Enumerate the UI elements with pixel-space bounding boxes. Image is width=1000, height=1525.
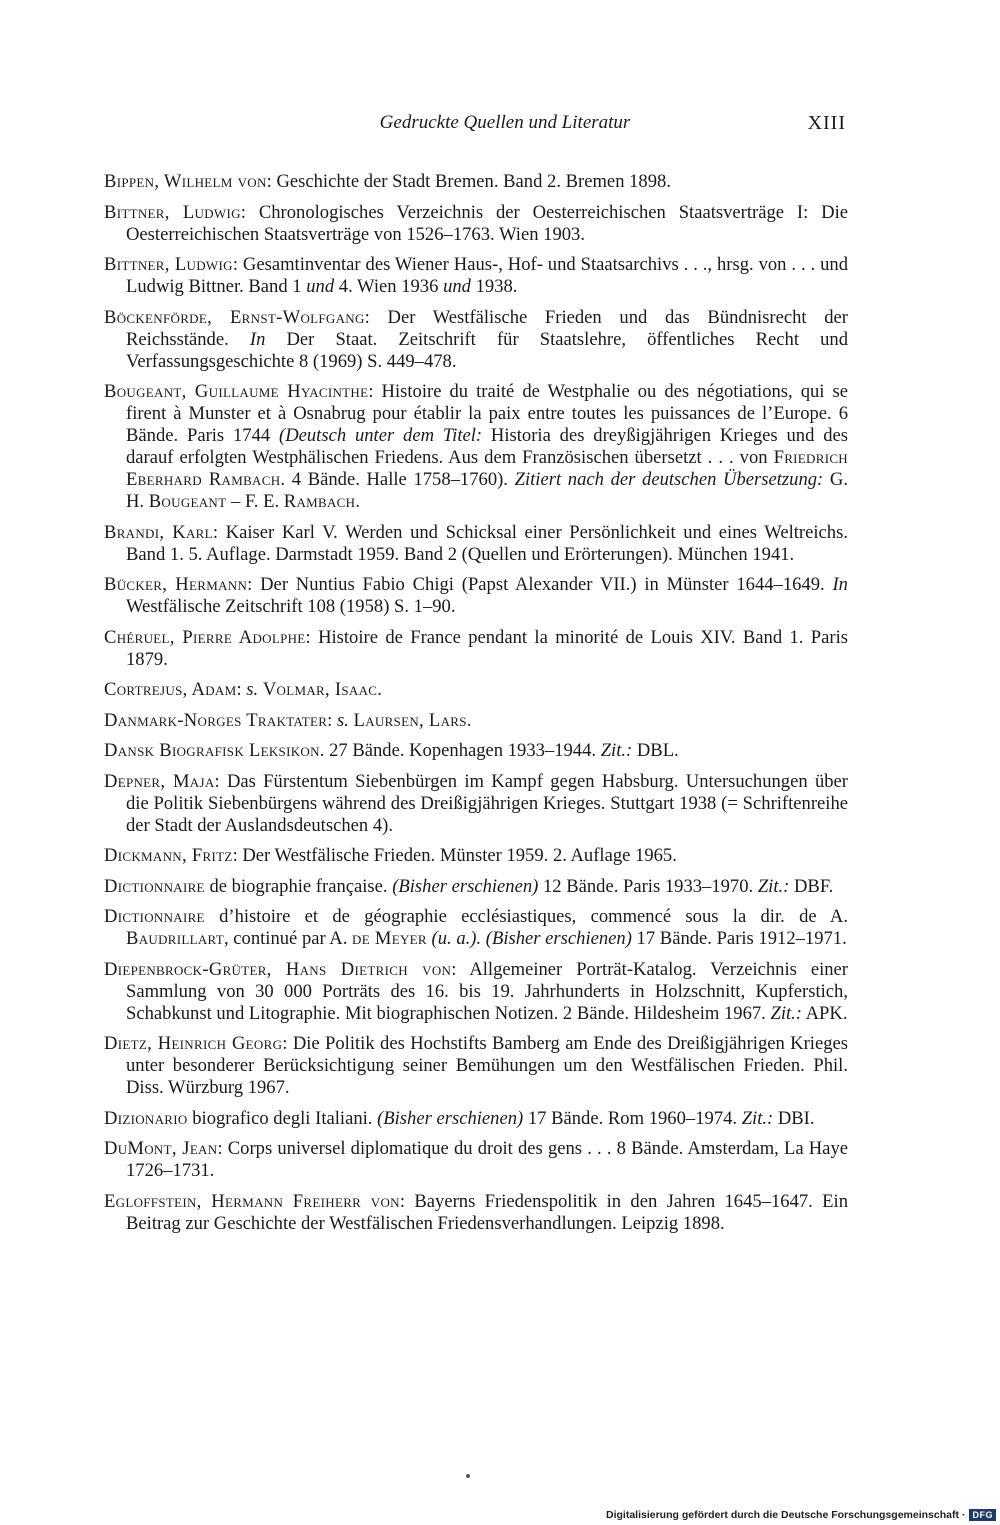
dfg-logo-icon: DFG <box>969 1509 996 1521</box>
entry-text: DBF. <box>789 875 834 897</box>
entry-text: . <box>377 679 382 700</box>
bibliography-entry <box>104 574 848 618</box>
entry-text: . <box>355 491 360 512</box>
entry-text: Historia des dreyßigjährigen Krieges und des darauf erfolgten Westphälischen Friedens. Aus dem Französischen übersetzt . . . von <box>126 425 848 468</box>
bibliography-entry <box>104 254 848 298</box>
entry-text: : Geschichte der Stadt Bremen. Band 2. Bremen 1898. <box>266 171 671 192</box>
bibliography-entry <box>104 307 848 373</box>
entry-text: : <box>327 709 337 731</box>
running-header <box>104 112 846 142</box>
entry-author: Cortrejus, Adam <box>104 679 237 700</box>
entry-author: Egloffstein, Hermann Freiherr von <box>104 1190 400 1212</box>
entry-author: Dictionnaire <box>104 875 205 897</box>
entry-author: Böckenförde, Ernst-Wolfgang <box>104 306 365 328</box>
entry-text: : Der Nuntius Fabio Chigi (Papst Alexander VII.) in Münster 1644–1649. <box>247 574 833 595</box>
bibliography-entry <box>104 1033 848 1099</box>
entry-text: , continué par A. <box>223 928 353 949</box>
entry-author: Friedrich Eberhard Rambach <box>126 447 848 490</box>
entry-text: d’histoire et de géographie ecclésiastiques, commencé sous la dir. de A. <box>204 906 848 927</box>
bibliography-entry <box>104 679 848 701</box>
entry-italic-text: Zit.: <box>741 1107 774 1129</box>
bibliography-entry <box>104 906 848 950</box>
entry-author: Dizionario <box>104 1107 188 1129</box>
entry-text: : Allgemeiner Porträt-Katalog. Verzeichnis einer Sammlung von 30 000 Porträts des 16. bis 19. Jahrhunderts in Holzschnitt, Kupferstich, Schabkunst und Litographie. Mit biographischen Notizen. 2 Bände. Hildesheim 1967. <box>126 958 848 1024</box>
entry-text: : Histoire de France pendant la minorité de Louis XIV. Band 1. Paris 1879. <box>126 626 848 670</box>
bibliography-entry <box>104 845 848 867</box>
entry-text: : Der Westfälische Frieden. Münster 1959. 2. Auflage 1965. <box>232 845 677 866</box>
entry-text: Westfälische Zeitschrift 108 (1958) S. 1–90. <box>126 596 456 617</box>
entry-text: : Histoire du traité de Westphalie ou des négotiations, qui se firent à Munster et à Osnabrug pour établir la paix entre toutes les puissances de l’Europe. 6 Bände. Paris 1744 <box>126 381 848 446</box>
entry-italic-text: (Bisher erschienen) <box>392 875 539 897</box>
entry-author: Bougeant, Guillaume Hyacinthe <box>104 381 369 402</box>
running-title: Gedruckte Quellen und Literatur <box>379 112 631 133</box>
entry-author: DuMont, Jean <box>104 1138 218 1159</box>
entry-text: de biographie française. <box>204 875 393 897</box>
bibliography-entry <box>104 202 848 246</box>
entry-author: Volmar, Isaac <box>262 679 378 700</box>
entry-author: Baudrillart <box>126 928 224 949</box>
funding-footer: Digitalisierung gefördert durch die Deutsche Forschungsgemeinschaft · DFG <box>606 1505 1000 1525</box>
page-number: XIII <box>807 112 846 134</box>
bibliography-entry <box>104 771 848 837</box>
entry-italic-text: (Bisher erschienen) <box>485 928 632 949</box>
entry-italic-text: Zit.: <box>770 1002 802 1024</box>
entry-author: Bücker, Hermann <box>104 574 248 595</box>
entry-text: 1938. <box>470 276 518 297</box>
entry-italic-text: Zitiert nach der deutschen Übersetzung: <box>514 469 824 490</box>
entry-text: : Die Politik des Hochstifts Bamberg am Ende des Dreißigjährigen Krieges unter besonderer Berücksichtigung seiner Bemühungen um den Westfälischen Frieden. Phil. Diss. Würzburg 1967. <box>126 1033 848 1098</box>
entry-italic-text: s. <box>246 679 259 700</box>
entry-text: : <box>236 679 247 700</box>
entry-italic-text: In <box>832 574 848 595</box>
bibliography-entry <box>104 959 848 1025</box>
entry-text: : Chronologisches Verzeichnis der Oesterreichischen Staatsverträge I: Die Oesterreichischen Staatsverträge von 1526–1763. Wien 1903. <box>126 201 848 245</box>
entry-author: Brandi, Karl <box>104 521 213 543</box>
bibliography-entry <box>104 381 848 513</box>
entry-text: APK. <box>802 1002 848 1024</box>
entry-italic-text: (u. a.). <box>431 928 482 949</box>
funding-note: Digitalisierung gefördert durch die Deutsche Forschungsgemeinschaft <box>606 1509 959 1521</box>
entry-author: Bittner, Ludwig <box>104 254 233 275</box>
entry-text: DBL. <box>632 740 679 761</box>
bibliography-entry <box>104 171 848 193</box>
entry-author: Diepenbrock-Grüter, Hans Dietrich von <box>104 958 452 980</box>
entry-author: Danmark-Norges Traktater <box>104 709 328 731</box>
entry-text: 17 Bände. Paris 1912–1971. <box>631 928 847 949</box>
entry-text: : Bayerns Friedenspolitik in den Jahren 1645–1647. Ein Beitrag zur Geschichte der Westfälischen Friedensverhandlungen. Leipzig 1898. <box>126 1190 848 1234</box>
entry-text: – F. E. <box>226 491 284 512</box>
bibliography-entry <box>104 522 848 566</box>
bibliography-entry <box>104 1191 848 1235</box>
entry-author: Dictionnaire <box>104 906 205 927</box>
entry-text: : Das Fürstentum Siebenbürgen im Kampf gegen Habsburg. Untersuchungen über die Politik Siebenbürgens während des Dreißigjährigen Krieges. Stuttgart 1938 (= Schriftenreihe der Stadt der Auslandsdeutschen 4). <box>126 770 848 836</box>
entry-author: Dickmann, Fritz <box>104 845 233 866</box>
entry-text: DBI. <box>773 1107 815 1129</box>
bibliography-entry <box>104 710 848 732</box>
entry-text: Der Staat. Zeitschrift für Staatslehre, öffentliches Recht und Verfassungsgeschichte 8 (1969) S. 449–478. <box>126 328 848 372</box>
entry-italic-text: Zit.: <box>600 740 633 761</box>
entry-text: 17 Bände. Rom 1960–1974. <box>523 1107 742 1129</box>
entry-author: Rambach <box>283 491 356 512</box>
entry-author: Chéruel, Pierre Adolphe <box>104 626 306 648</box>
scan-speck <box>466 1474 470 1478</box>
entry-author: de Meyer <box>352 928 427 949</box>
entry-author: Bippen, Wilhelm von <box>104 171 267 192</box>
bibliography-entry <box>104 1108 848 1130</box>
entry-text: . <box>466 709 472 731</box>
entry-text: : Corps universel diplomatique du droit des gens . . . 8 Bände. Amsterdam, La Haye 1726–1731. <box>126 1138 848 1181</box>
entry-italic-text: (Deutsch unter dem Titel: <box>279 425 483 446</box>
entry-author: Bittner, Ludwig <box>104 201 241 223</box>
entry-author: Depner, Maja <box>104 770 215 792</box>
entry-italic-text: und <box>443 276 471 297</box>
entry-text: : Der Westfälische Frieden und das Bündnisrecht der Reichsstände. <box>126 306 849 350</box>
bibliography-entry <box>104 1138 848 1182</box>
entry-italic-text: (Bisher erschienen) <box>377 1107 524 1129</box>
entry-author: Dansk Biografisk Leksikon <box>104 740 320 761</box>
entry-text: . 27 Bände. Kopenhagen 1933–1944. <box>319 740 601 761</box>
entry-author: Dietz, Heinrich Georg <box>104 1033 283 1054</box>
entry-italic-text: und <box>306 276 335 297</box>
entry-text: . 4 Bände. Halle 1758–1760). <box>280 469 515 490</box>
bibliography-entry <box>104 627 848 671</box>
entry-italic-text: Zit.: <box>757 875 790 897</box>
entry-italic-text: In <box>249 328 266 350</box>
entry-italic-text: s. <box>337 709 349 731</box>
entry-text: : Kaiser Karl V. Werden und Schicksal einer Persönlichkeit und eines Weltreichs. Band 1. 5. Auflage. Darmstadt 1959. Band 2 (Quellen und Erörterungen). München 1941. <box>126 521 848 565</box>
entry-text: 4. Wien 1936 <box>334 276 444 297</box>
entry-author: Bougeant <box>148 491 227 512</box>
entry-text: : Gesamtinventar des Wiener Haus-, Hof- und Staatsarchivs . . ., hrsg. von . . . und Ludwig Bittner. Band 1 <box>126 254 849 297</box>
entry-author: Laursen, Lars <box>353 709 467 731</box>
bibliography-list <box>104 171 848 1243</box>
bibliography-entry <box>104 740 848 762</box>
entry-text: G. H. <box>126 469 848 512</box>
bibliography-entry <box>104 876 848 898</box>
entry-text: 12 Bände. Paris 1933–1970. <box>538 875 758 897</box>
entry-text: biografico degli Italiani. <box>187 1107 378 1129</box>
